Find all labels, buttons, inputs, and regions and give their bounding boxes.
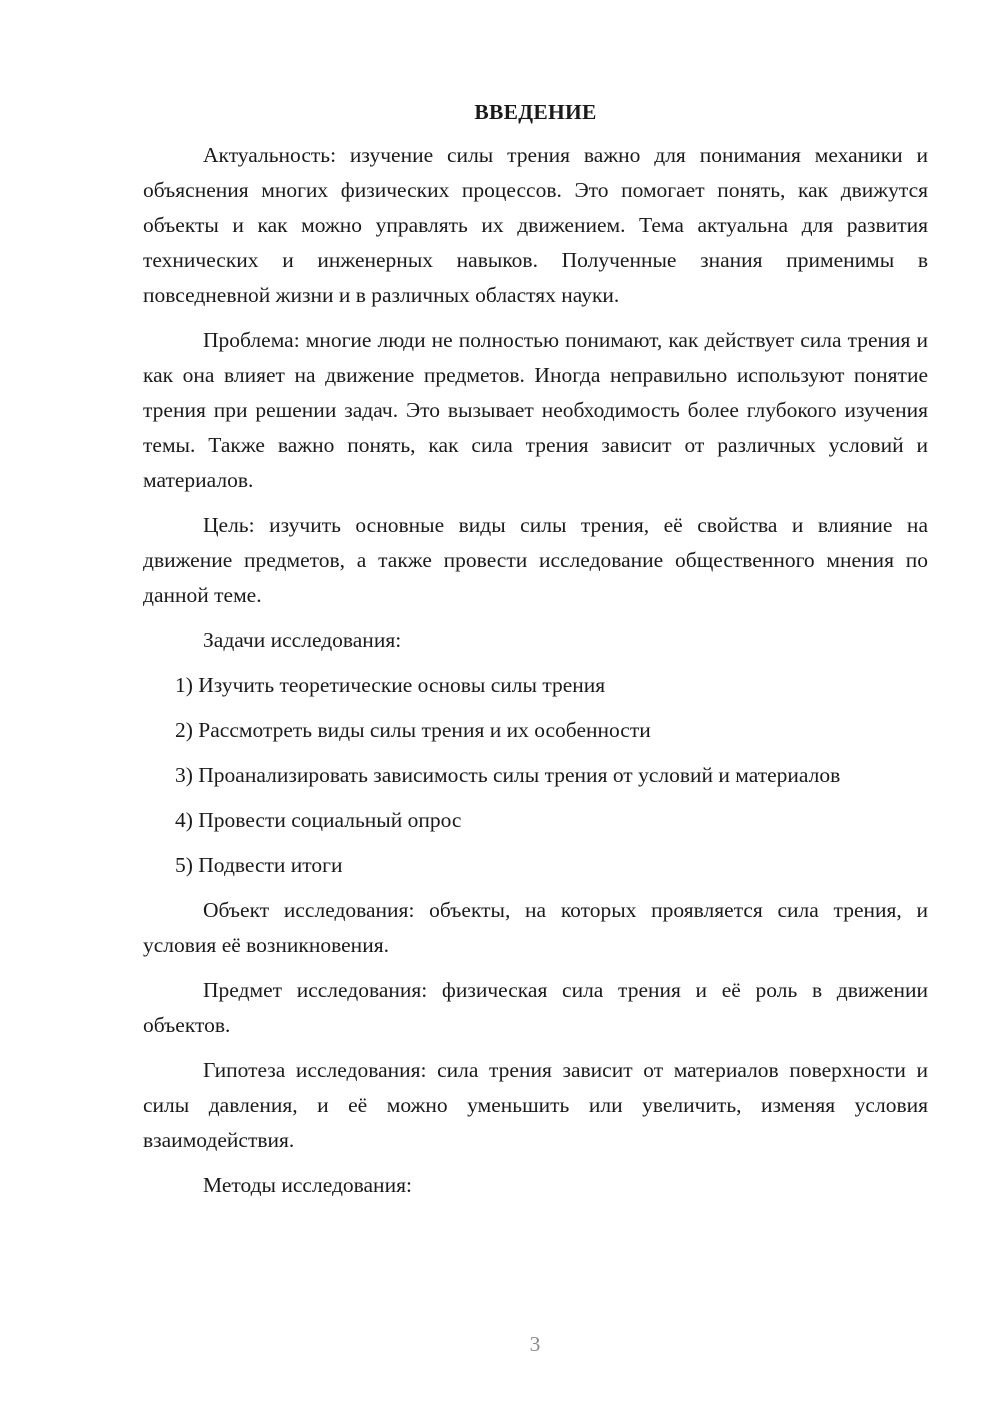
task-item-3: 3) Проанализировать зависимость силы трения от условий и материалов [175,763,841,787]
page-number: 3 [529,1332,541,1356]
goal-paragraph: Цель: изучить основные виды силы трения, её свойства и влияние на движение предметов, а также провести исследование общественного мнения по данной теме. [143,513,928,607]
tasks-heading: Задачи исследования: [203,628,402,652]
task-item-2: 2) Рассмотреть виды силы трения и их особенности [175,718,651,742]
document-page [143,95,928,1213]
problem-paragraph: Проблема: многие люди не полностью понимают, как действует сила трения и как она влияет на движение предметов. Иногда неправильно используют понятие трения при решении задач. Это вызывает необходимость более глубокого изучения темы. Также важно понять, как сила трения зависит от различных условий и материалов. [143,328,928,492]
task-item-5: 5) Подвести итоги [175,853,343,877]
relevance-paragraph: Актуальность: изучение силы трения важно для понимания механики и объяснения многих физических процессов. Это помогает понять, как движутся объекты и как можно управлять их движением. Тема актуальна для развития технических и инженерных навыков. Полученные знания применимы в повседневной жизни и в различных областях науки. [143,143,928,307]
hypothesis-paragraph: Гипотеза исследования: сила трения зависит от материалов поверхности и силы давления, и её можно уменьшить или увеличить, изменяя условия взаимодействия. [143,1058,928,1152]
object-paragraph: Объект исследования: объекты, на которых проявляется сила трения, и условия её возникновения. [143,898,928,957]
task-item-4: 4) Провести социальный опрос [175,808,462,832]
methods-heading: Методы исследования: [203,1173,412,1197]
section-title: ВВЕДЕНИЕ [474,100,597,124]
task-item-1: 1) Изучить теоретические основы силы трения [175,673,606,697]
subject-paragraph: Предмет исследования: физическая сила трения и её роль в движении объектов. [143,978,928,1037]
